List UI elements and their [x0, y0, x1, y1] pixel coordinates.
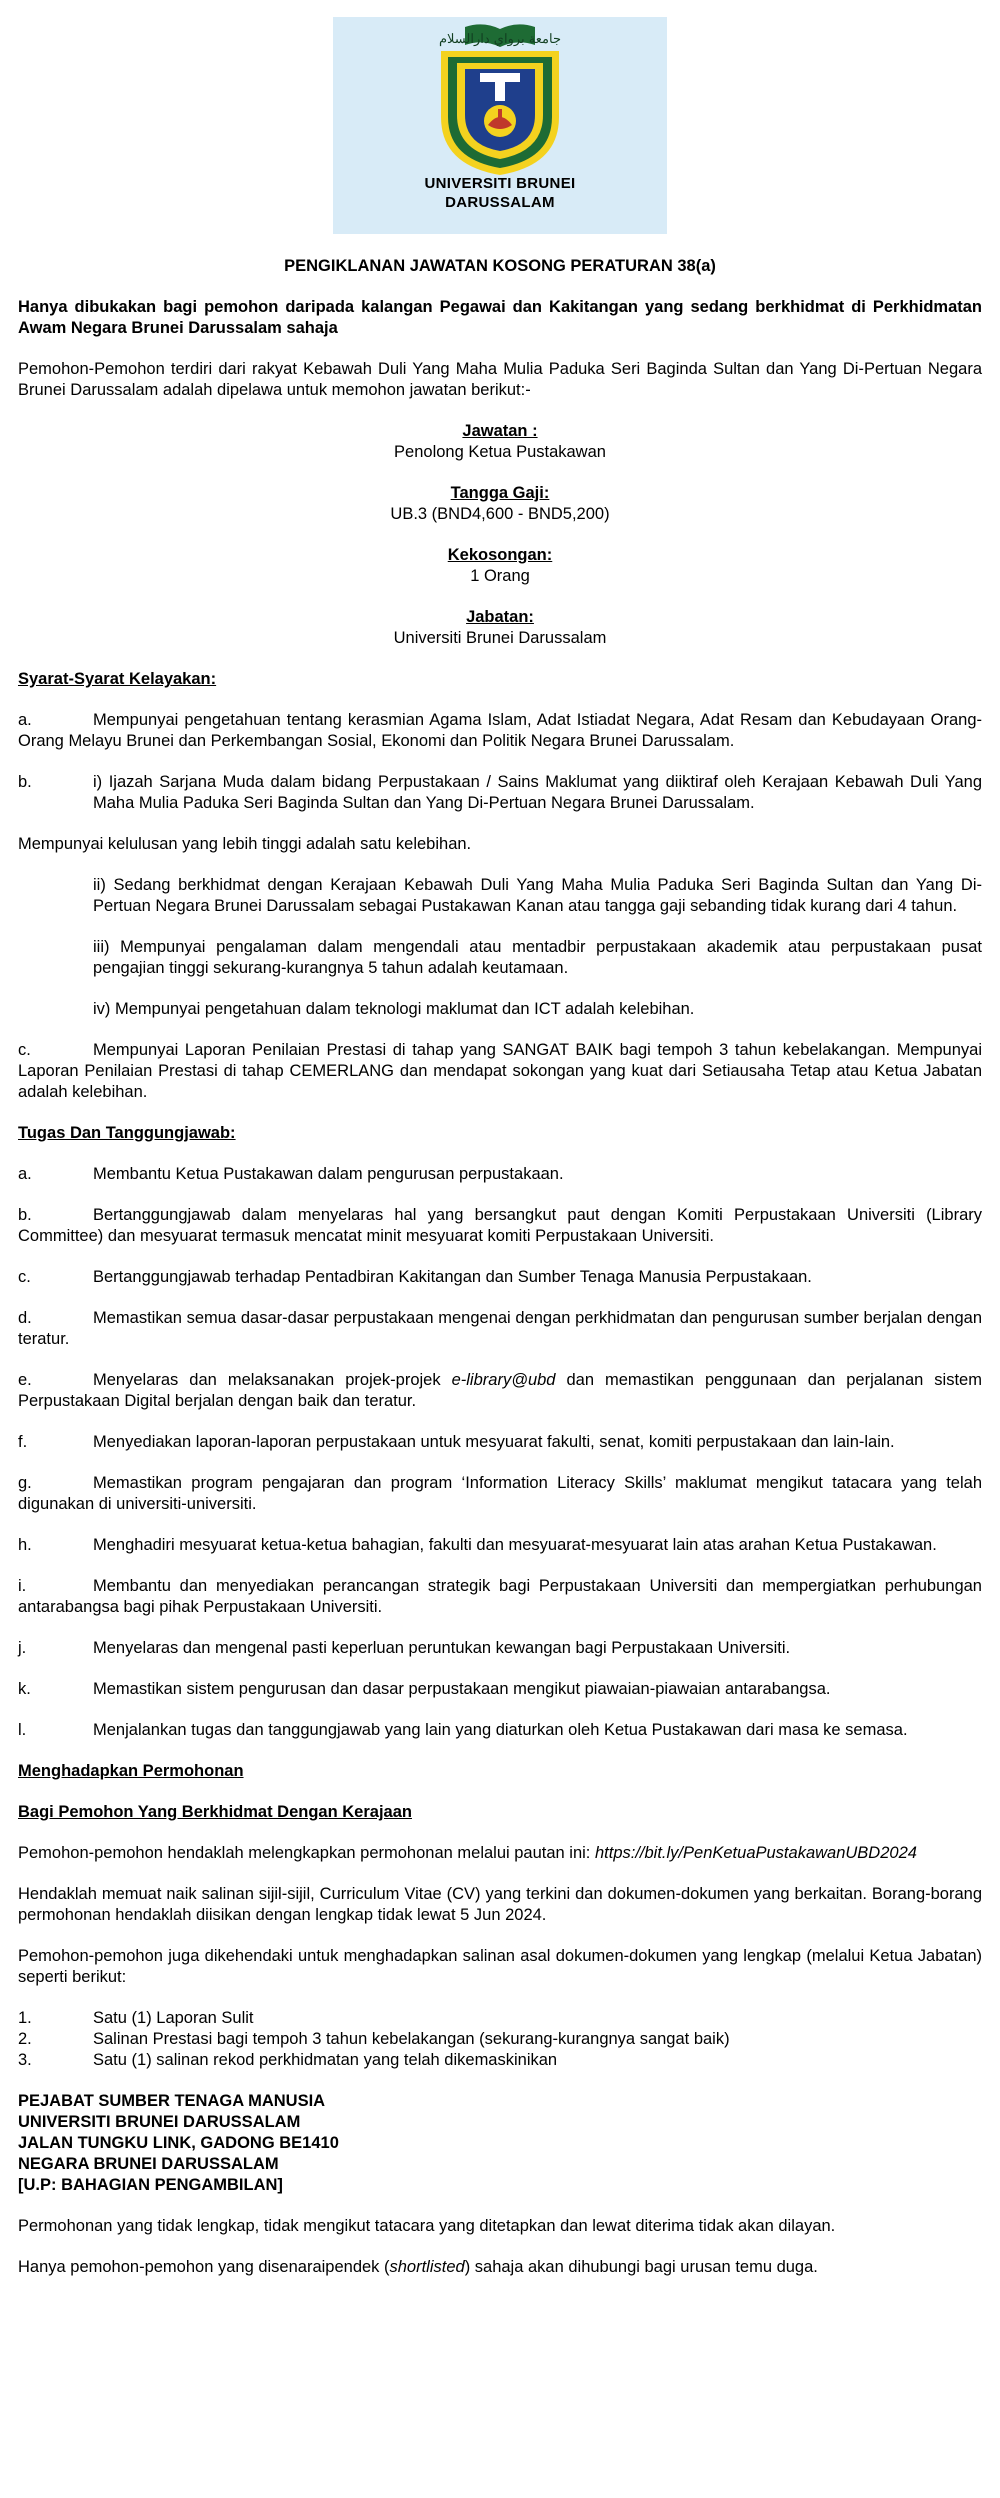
logo-text-line1: UNIVERSITI BRUNEI [424, 175, 576, 192]
item-marker: 2. [18, 2030, 32, 2048]
syarat-b-ii: ii) Sedang berkhidmat dengan Kerajaan Kebawah Duli Yang Maha Mulia Paduka Seri Baginda Sultan dan Yang Di-Pertuan Negara Brunei Darussalam sebagai Pustakawan Kanan atau tangga gaji sebanding tidak kurang dari 4 tahun. [93, 876, 982, 915]
tugas-item [18, 1432, 982, 1453]
syarat-item-b [18, 772, 982, 814]
syarat-b-iii: iii) Mempunyai pengalaman dalam mengendali atau mentadbir perpustakaan akademik atau perpustakaan pusat pengajian tinggi sekurang-kurangnya 5 tahun adalah keutamaan. [93, 938, 982, 977]
item-marker: d. [18, 1309, 32, 1327]
item-marker: 1. [18, 2009, 32, 2027]
field-value: Penolong Ketua Pustakawan [394, 443, 606, 461]
note-shortlisted [18, 2257, 982, 2278]
item-marker: c. [18, 1268, 31, 1286]
permohonan-p3: Pemohon-pemohon juga dikehendaki untuk menghadapkan salinan asal dokumen-dokumen yang lengkap (melalui Ketua Jabatan) seperti berikut: [18, 1947, 982, 1986]
item-text: Mempunyai Laporan Penilaian Prestasi di tahap yang SANGAT BAIK bagi tempoh 3 tahun kebelakangan. Mempunyai Laporan Penilaian Prestasi di tahap CEMERLANG dan mendapat sokongan yang kuat dari Setiausaha Tetap atau Ketua Jabatan adalah kelebihan. [18, 1041, 982, 1101]
permohonan-p2: Hendaklah memuat naik salinan sijil-sijil, Curriculum Vitae (CV) yang terkini dan dokumen-dokumen yang berkaitan. Borang-borang permohonan hendaklah diisikan dengan lengkap tidak lewat 5 Jun 2024. [18, 1885, 982, 1924]
syarat-note: Mempunyai kelulusan yang lebih tinggi adalah satu kelebihan. [18, 835, 472, 853]
item-text: Memastikan semua dasar-dasar perpustakaan mengenai dengan perkhidmatan dan pengurusan sumber berjalan dengan teratur. [18, 1309, 982, 1348]
intro-text: Pemohon-Pemohon terdiri dari rakyat Kebawah Duli Yang Maha Mulia Paduka Seri Baginda Sultan dan Yang Di-Pertuan Negara Brunei Darussalam adalah dipelawa untuk memohon jawatan berikut:- [18, 360, 982, 399]
tugas-item [18, 1164, 982, 1185]
item-text: Membantu dan menyediakan perancangan strategik bagi Perpustakaan Universiti dan mempergiatkan perhubungan antarabangsa bagi pihak Perpustakaan Universiti. [18, 1577, 982, 1616]
address-line: [U.P: BAHAGIAN PENGAMBILAN] [18, 2176, 283, 2194]
field-tangga-gaji [18, 483, 982, 525]
item-text: Satu (1) salinan rekod perkhidmatan yang telah dikemaskinikan [93, 2051, 558, 2069]
item-text: Mempunyai pengetahuan tentang kerasmian Agama Islam, Adat Istiadat Negara, Adat Resam dan Kebudayaan Orang-Orang Melayu Brunei dan Perkembangan Sosial, Ekonomi dan Politik Negara Brunei Darussalam. [18, 711, 982, 750]
tugas-item [18, 1679, 982, 1700]
item-text: Memastikan sistem pengurusan dan dasar perpustakaan mengikut piawaian-piawaian antarabangsa. [93, 1680, 831, 1698]
address-line: NEGARA BRUNEI DARUSSALAM [18, 2155, 279, 2173]
tugas-item [18, 1205, 982, 1247]
item-text: Menyelaras dan melaksanakan projek-projek [93, 1371, 452, 1389]
list-item [18, 2050, 982, 2071]
item-text: Menghadiri mesyuarat ketua-ketua bahagian, fakulti dan mesyuarat-mesyuarat lain atas arahan Ketua Pustakawan. [93, 1536, 937, 1554]
tugas-item [18, 1370, 982, 1412]
tugas-heading: Tugas Dan Tanggungjawab: [18, 1124, 236, 1142]
item-marker: a. [18, 711, 32, 729]
university-logo [333, 17, 667, 234]
tugas-item [18, 1267, 982, 1288]
p1-text: Pemohon-pemohon hendaklah melengkapkan permohonan melalui pautan ini: [18, 1844, 595, 1862]
item-marker: i. [18, 1577, 27, 1595]
item-marker: l. [18, 1721, 27, 1739]
address-line: PEJABAT SUMBER TENAGA MANUSIA [18, 2092, 326, 2110]
permohonan-subheading: Bagi Pemohon Yang Berkhidmat Dengan Kerajaan [18, 1803, 412, 1821]
list-item [18, 2029, 982, 2050]
intro-bold: Hanya dibukakan bagi pemohon daripada kalangan Pegawai dan Kakitangan yang sedang berkhidmat di Perkhidmatan Awam Negara Brunei Darussalam sahaja [18, 298, 982, 337]
document-page [0, 17, 1000, 2498]
item-marker: 3. [18, 2051, 32, 2069]
tugas-item [18, 1535, 982, 1556]
field-label: Jawatan : [462, 422, 538, 440]
field-kekosongan [18, 545, 982, 587]
item-marker: b. [18, 773, 32, 791]
field-value: UB.3 (BND4,600 - BND5,200) [390, 505, 610, 523]
item-text: Satu (1) Laporan Sulit [93, 2009, 254, 2027]
tugas-item [18, 1576, 982, 1618]
syarat-item-a [18, 710, 982, 752]
item-marker: a. [18, 1165, 32, 1183]
note-incomplete: Permohonan yang tidak lengkap, tidak mengikut tatacara yang ditetapkan dan lewat diterima tidak akan dilayan. [18, 2217, 836, 2235]
tugas-item [18, 1638, 982, 1659]
field-value: Universiti Brunei Darussalam [393, 629, 607, 647]
document-list [18, 2008, 982, 2071]
tugas-item [18, 1308, 982, 1350]
field-label: Kekosongan: [447, 546, 553, 564]
elibrary-link-text: e-library@ubd [451, 1371, 556, 1389]
item-text: Menyediakan laporan-laporan perpustakaan untuk mesyuarat fakulti, senat, komiti perpustakaan dan lain-lain. [93, 1433, 895, 1451]
field-value: 1 Orang [470, 567, 530, 585]
item-text: i) Ijazah Sarjana Muda dalam bidang Perpustakaan / Sains Maklumat yang diiktiraf oleh Kerajaan Kebawah Duli Yang Maha Mulia Paduka Seri Baginda Sultan dan Yang Di-Pertuan Negara Brunei Darussalam. [93, 773, 982, 812]
address-block [18, 2091, 982, 2196]
field-jabatan [18, 607, 982, 649]
address-line: JALAN TUNGKU LINK, GADONG BE1410 [18, 2134, 339, 2152]
logo-jawi-text: جامعة برواي دارالسلام [439, 32, 561, 47]
list-item [18, 2008, 982, 2029]
item-text: Menjalankan tugas dan tanggungjawab yang lain yang diaturkan oleh Ketua Pustakawan dari masa ke semasa. [93, 1721, 908, 1739]
item-text: Membantu Ketua Pustakawan dalam pengurusan perpustakaan. [93, 1165, 564, 1183]
item-marker: g. [18, 1474, 32, 1492]
syarat-heading: Syarat-Syarat Kelayakan: [18, 670, 217, 688]
note-text: Hanya pemohon-pemohon yang disenaraipendek ( [18, 2258, 390, 2276]
tugas-item [18, 1720, 982, 1741]
note-text: ) sahaja akan dihubungi bagi urusan temu duga. [464, 2258, 818, 2276]
item-text: Bertanggungjawab terhadap Pentadbiran Kakitangan dan Sumber Tenaga Manusia Perpustakaan. [93, 1268, 812, 1286]
note-emphasis: shortlisted [389, 2258, 465, 2276]
application-link[interactable]: https://bit.ly/PenKetuaPustakawanUBD2024 [594, 1844, 917, 1862]
permohonan-p1 [18, 1843, 982, 1864]
item-marker: c. [18, 1041, 31, 1059]
logo-text-line2: DARUSSALAM [445, 194, 555, 211]
permohonan-heading: Menghadapkan Permohonan [18, 1762, 244, 1780]
tugas-item [18, 1473, 982, 1515]
page-title: PENGIKLANAN JAWATAN KOSONG PERATURAN 38(a) [284, 257, 716, 275]
item-marker: j. [18, 1639, 27, 1657]
item-marker: b. [18, 1206, 32, 1224]
item-marker: k. [18, 1680, 31, 1698]
item-marker: e. [18, 1371, 32, 1389]
syarat-item-c [18, 1040, 982, 1103]
item-text: dan memastikan penggunaan dan perjalanan sistem Perpustakaan Digital berjalan dengan baik dan teratur. [18, 1371, 982, 1410]
field-label: Tangga Gaji: [450, 484, 550, 502]
item-text: Menyelaras dan mengenal pasti keperluan peruntukan kewangan bagi Perpustakaan Universiti. [93, 1639, 791, 1657]
address-line: UNIVERSITI BRUNEI DARUSSALAM [18, 2113, 301, 2131]
item-text: Salinan Prestasi bagi tempoh 3 tahun kebelakangan (sekurang-kurangnya sangat baik) [93, 2030, 730, 2048]
field-jawatan [18, 421, 982, 463]
item-marker: h. [18, 1536, 32, 1554]
item-text: Memastikan program pengajaran dan program ‘Information Literacy Skills’ maklumat mengikut tatacara yang telah digunakan di universiti-universiti. [18, 1474, 982, 1513]
item-marker: f. [18, 1433, 28, 1451]
field-label: Jabatan: [466, 608, 534, 626]
syarat-b-iv: iv) Mempunyai pengetahuan dalam teknologi maklumat dan ICT adalah kelebihan. [93, 1000, 695, 1018]
item-text: Bertanggungjawab dalam menyelaras hal yang bersangkut paut dengan Komiti Perpustakaan Universiti (Library Committee) dan mesyuarat termasuk mencatat minit mesyuarat komiti Perpustakaan Universiti. [18, 1206, 982, 1245]
